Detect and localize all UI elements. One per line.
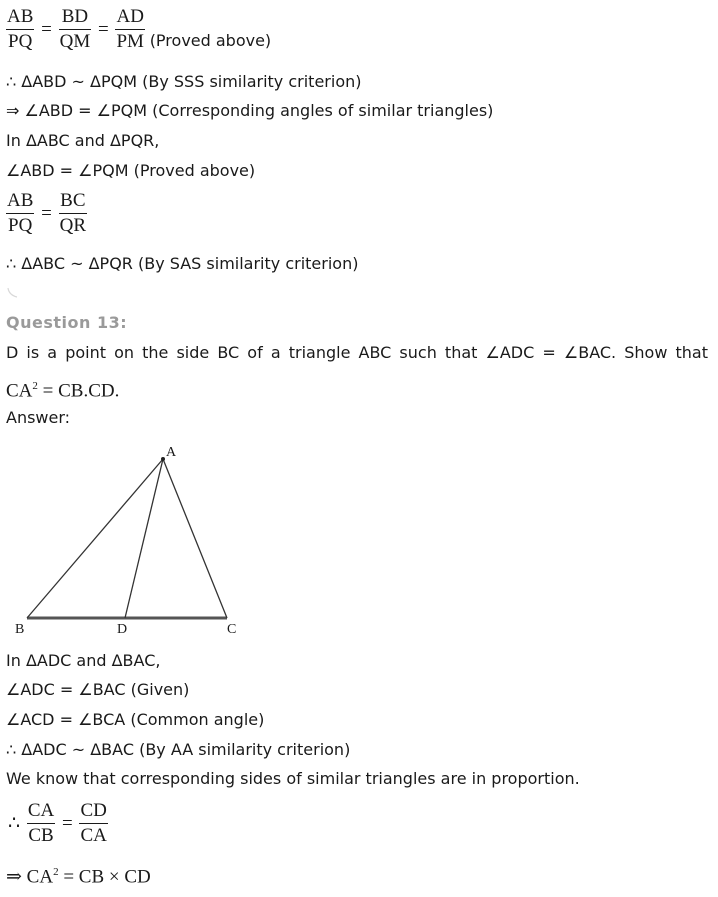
question-text: D is a point on the side BC of a triangle ABC such that ∠ADC = ∠BAC. Show that bbox=[6, 343, 708, 362]
numerator: CD bbox=[79, 800, 107, 824]
formula-exponent: 2 bbox=[32, 380, 38, 392]
final-base: CA bbox=[26, 866, 54, 888]
text-line: ∴ ΔABD ~ ΔPQM (By SSS similarity criterion) bbox=[6, 72, 362, 91]
denominator: PM bbox=[116, 31, 144, 52]
ratio-line-ca-cb bbox=[6, 800, 108, 847]
equals-sign: = bbox=[41, 18, 52, 40]
fraction-ca-cb bbox=[27, 800, 55, 847]
numerator: BC bbox=[59, 190, 87, 214]
numerator: AB bbox=[6, 190, 34, 214]
ratio-line-top bbox=[6, 6, 271, 53]
final-result bbox=[6, 862, 151, 887]
triangle-diagram bbox=[0, 440, 260, 640]
equals-sign: = bbox=[98, 18, 109, 40]
implies-arrow: ⇒ bbox=[6, 866, 22, 888]
text-line: ∠ABD = ∠PQM (Proved above) bbox=[6, 161, 256, 180]
vertex-a-dot bbox=[161, 457, 165, 461]
final-exponent: 2 bbox=[53, 866, 59, 878]
denominator: QR bbox=[59, 215, 87, 236]
fraction-ab-pq bbox=[6, 190, 34, 237]
numerator: AD bbox=[115, 6, 144, 30]
denominator: PQ bbox=[8, 215, 33, 236]
text-line: ⇒ ∠ABD = ∠PQM (Corresponding angles of similar triangles) bbox=[6, 101, 494, 120]
text-line: ∠ACD = ∠BCA (Common angle) bbox=[6, 710, 265, 729]
numerator: CA bbox=[27, 800, 55, 824]
numerator: BD bbox=[59, 6, 92, 30]
label-a: A bbox=[166, 445, 177, 460]
fraction-bc-qr bbox=[59, 190, 87, 237]
text-line: In ΔABC and ΔPQR, bbox=[6, 131, 160, 150]
text-line: We know that corresponding sides of similar triangles are in proportion. bbox=[6, 769, 580, 788]
question-title: Question 13: bbox=[6, 313, 128, 332]
label-b: B bbox=[15, 622, 25, 637]
ratio-line-ab-bc bbox=[6, 190, 87, 237]
label-d: D bbox=[117, 622, 128, 637]
text-line: ∴ ΔABC ~ ΔPQR (By SAS similarity criterion) bbox=[6, 254, 359, 273]
text-line: In ΔADC and ΔBAC, bbox=[6, 651, 161, 670]
side-ac bbox=[163, 459, 227, 618]
side-ab bbox=[27, 459, 163, 618]
fraction-ab-pq bbox=[6, 6, 34, 53]
formula-rest: = CB.CD. bbox=[37, 380, 120, 402]
answer-label: Answer: bbox=[6, 408, 71, 427]
formula-base: CA bbox=[6, 380, 33, 402]
label-c: C bbox=[227, 622, 237, 637]
denominator: CA bbox=[80, 825, 107, 846]
small-stroke-mark bbox=[6, 286, 18, 298]
proved-above-note: (Proved above) bbox=[149, 30, 272, 50]
denominator: CB bbox=[28, 825, 54, 846]
denominator: QM bbox=[59, 31, 91, 52]
fraction-ad-pm bbox=[115, 6, 144, 53]
denominator: PQ bbox=[8, 31, 33, 52]
equals-sign: = bbox=[62, 812, 73, 834]
final-rest: = CB × CD bbox=[58, 866, 151, 888]
fraction-bd-qm bbox=[59, 6, 92, 53]
text-line: ∴ ΔADC ~ ΔBAC (By AA similarity criterion) bbox=[6, 740, 351, 759]
numerator: AB bbox=[6, 6, 34, 30]
fraction-cd-ca bbox=[79, 800, 107, 847]
text-line: ∠ADC = ∠BAC (Given) bbox=[6, 680, 190, 699]
therefore-symbol: ∴ bbox=[8, 812, 21, 834]
question-formula bbox=[6, 376, 119, 401]
equals-sign: = bbox=[41, 202, 52, 224]
segment-ad bbox=[125, 459, 163, 618]
